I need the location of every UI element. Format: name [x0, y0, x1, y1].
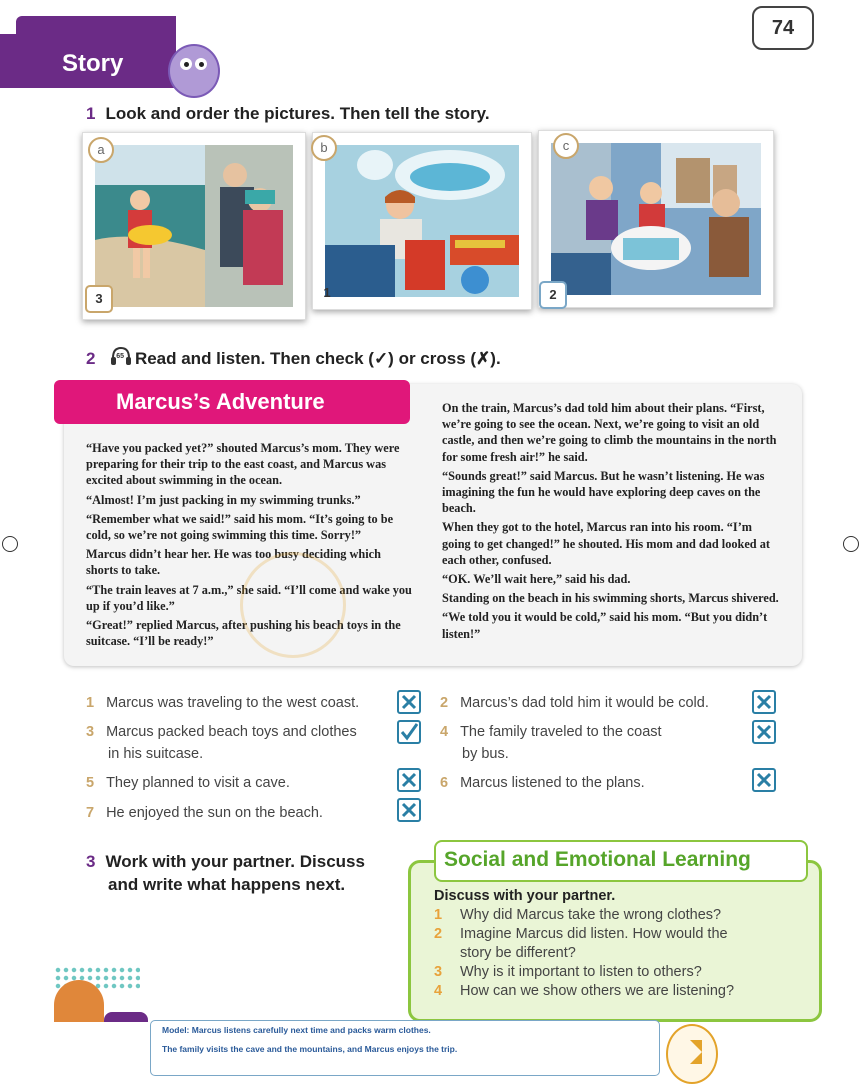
decorative-shape	[104, 1012, 148, 1022]
statement-item: 4 The family traveled to the coast by bus.	[440, 724, 662, 762]
activity3-instruction: 3 Work with your partner. Discuss and write what happens next.	[86, 852, 365, 894]
sel-question: 2 Imagine Marcus did listen. How would the story be different?	[434, 926, 728, 961]
watermark-logo	[240, 552, 346, 658]
activity2-instruction: 2 65 Read and listen. Then check (✓) or cross (✗).	[86, 346, 501, 369]
story-paragraph: Standing on the beach in his swimming shorts, Marcus shivered.	[442, 591, 779, 606]
story-paragraph: “The train leaves at 7 a.m.,” she said. “I’ll come and wake you up if you’d like.”	[86, 582, 412, 613]
activity1-instruction: 1 Look and order the pictures. Then tell the story.	[86, 104, 490, 123]
story-paragraph: “Remember what we said!” said his mom. “It’s going to be cold, so we’re not going swimming this time. Sorry!”	[86, 511, 394, 543]
picture-letter: c	[553, 133, 579, 159]
story-paragraph: “Sounds great!” said Marcus. But he wasn’t listening. He was imagining the fun he would have exploring deep caves on the beach.	[442, 468, 765, 516]
picture-order-answer: 2	[539, 281, 567, 309]
registration-mark-icon	[843, 536, 859, 552]
story-paragraph: “We told you it would be cold,” said his mom. “But you didn’t listen!”	[442, 610, 768, 641]
cross-checkbox[interactable]	[752, 768, 776, 792]
mascot-icon	[168, 44, 220, 98]
registration-mark-icon	[2, 536, 18, 552]
brand-logo-mark	[690, 1040, 702, 1064]
sel-question: 3 Why is it important to listen to others?	[434, 964, 702, 980]
model-answer-line: Model: Marcus listens carefully next time and packs warm clothes.	[162, 1025, 431, 1035]
picture-letter: b	[311, 135, 337, 161]
statement-item: 1 Marcus was traveling to the west coast.	[86, 695, 360, 711]
sel-question: 4 How can we show others we are listening?	[434, 983, 735, 999]
picture-b	[312, 132, 532, 310]
story-right-column	[442, 400, 780, 645]
cross-checkbox[interactable]	[397, 690, 421, 714]
story-paragraph: When they got to the hotel, Marcus ran into his room. “I’m going to get changed!” he shouted. His mom and dad looked at each other, confused.	[442, 520, 770, 567]
story-paragraph: “Great!” replied Marcus, after pushing his beach toys in the suitcase. “I’ll be ready!”	[86, 618, 401, 649]
cross-checkbox[interactable]	[752, 690, 776, 714]
sel-question: 1 Why did Marcus take the wrong clothes?	[434, 907, 722, 923]
cross-checkbox[interactable]	[752, 720, 776, 744]
cross-checkbox[interactable]	[397, 768, 421, 792]
story-paragraph: “Almost! I’m just packing in my swimming trunks.”	[86, 492, 361, 507]
story-paragraph: “Have you packed yet?” shouted Marcus’s mom. They were preparing for their trip to the east coast, and Marcus was excited about swimming in the ocean.	[86, 441, 400, 488]
cross-checkbox[interactable]	[397, 798, 421, 822]
picture-letter: a	[88, 137, 114, 163]
picture-order-answer: 3	[85, 285, 113, 313]
story-paragraph: “OK. We’ll wait here,” said his dad.	[442, 572, 631, 587]
picture-c	[538, 130, 774, 308]
statement-item: 5 They planned to visit a cave.	[86, 775, 290, 791]
page-number: 74	[752, 6, 814, 50]
statement-item: 6 Marcus listened to the plans.	[440, 775, 645, 791]
picture-a	[82, 132, 306, 320]
headphones-icon[interactable]	[110, 346, 130, 364]
model-answer-line: The family visits the cave and the mountains, and Marcus enjoys the trip.	[162, 1044, 458, 1054]
sel-intro: Discuss with your partner.	[434, 888, 616, 904]
audio-track-number: 65	[116, 353, 124, 360]
story-title: Marcus’s Adventure	[116, 389, 325, 414]
decorative-shape	[54, 980, 104, 1022]
story-paragraph: Marcus didn’t hear her. He was too busy deciding which shorts to take.	[86, 547, 381, 578]
sel-title: Social and Emotional Learning	[444, 848, 751, 871]
picture-order-answer: 1	[323, 285, 331, 300]
story-paragraph: On the train, Marcus’s dad told him about their plans. “First, we’re going to see the ocean. Next, we’re going to visit an old castle, and then we’re going to climb the mountains in the north for some fresh air!” he said.	[442, 401, 777, 464]
section-label: Story	[62, 50, 124, 77]
check-checkbox[interactable]	[397, 720, 421, 744]
statement-item: 7 He enjoyed the sun on the beach.	[86, 805, 323, 821]
statement-item: 3 Marcus packed beach toys and clothes in his suitcase.	[86, 724, 357, 762]
statement-item: 2 Marcus’s dad told him it would be cold.	[440, 695, 709, 711]
